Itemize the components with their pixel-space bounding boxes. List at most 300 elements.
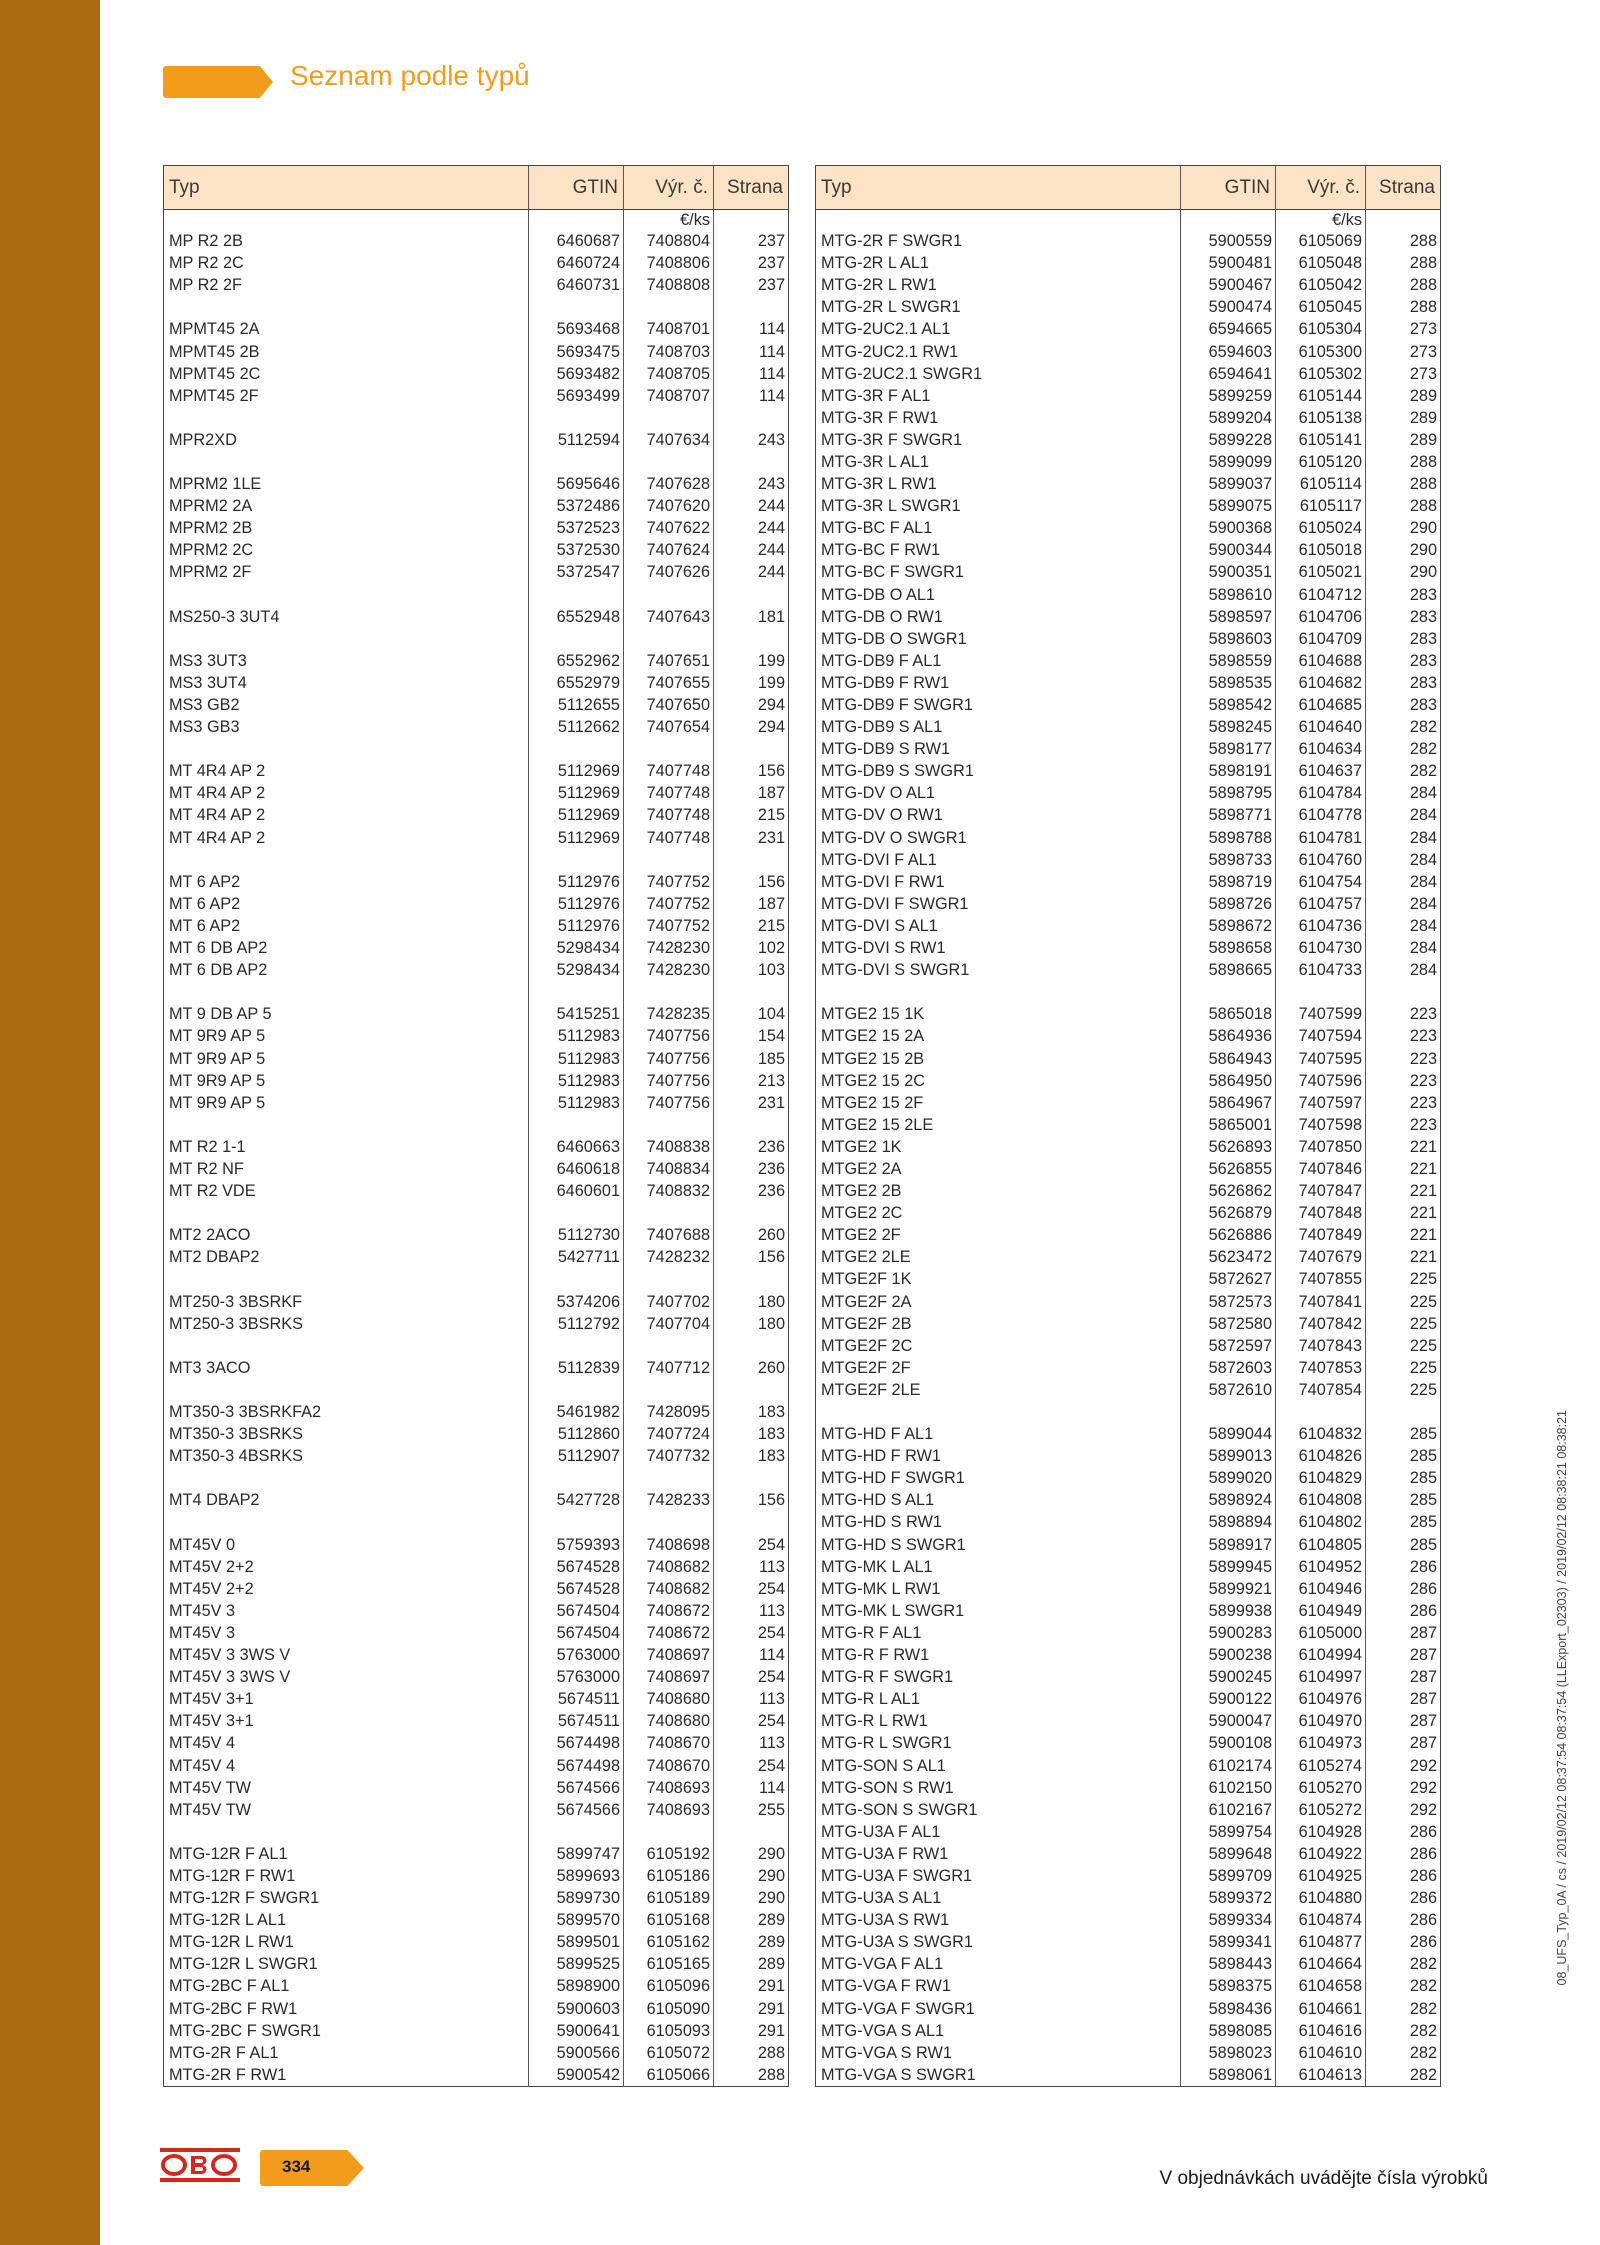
cell-typ: MTG-DB9 S SWGR1 <box>821 762 974 781</box>
cell-vyr: 6104616 <box>1276 2020 1366 2042</box>
cell-typ: MP R2 2C <box>169 254 244 273</box>
table-row <box>164 495 789 517</box>
cell-gtin: 5112792 <box>529 1313 624 1335</box>
cell-typ: MTG-DB9 F SWGR1 <box>821 696 973 715</box>
cell-gtin: 5112983 <box>529 1025 624 1047</box>
cell-vyr: 6104952 <box>1276 1556 1366 1578</box>
table-row <box>816 1622 1441 1644</box>
table-row <box>816 1732 1441 1754</box>
spacer-row <box>816 1401 1441 1423</box>
table-row <box>164 1003 789 1025</box>
cell-typ: MTG-DVI F RW1 <box>821 872 945 891</box>
table-row <box>164 1025 789 1047</box>
cell-strana: 273 <box>1366 318 1441 340</box>
table-row <box>816 2020 1441 2042</box>
cell-gtin: 5898726 <box>1181 893 1276 915</box>
cell-strana <box>714 981 789 1003</box>
cell-typ: MTGE2 2B <box>821 1182 902 1201</box>
cell-vyr: 6105168 <box>624 1909 714 1931</box>
spacer-row <box>164 1511 789 1533</box>
cell-strana: 199 <box>714 650 789 672</box>
cell-typ: MT45V 3+1 <box>169 1712 254 1731</box>
cell-strana: 215 <box>714 804 789 826</box>
spacer-row <box>164 1467 789 1489</box>
spacer-row <box>164 738 789 760</box>
cell-gtin: 5372523 <box>529 517 624 539</box>
cell-vyr: 7408806 <box>624 252 714 274</box>
cell-gtin: 5899730 <box>529 1887 624 1909</box>
table-row <box>164 1710 789 1732</box>
table-row <box>164 1092 789 1114</box>
spacer-row <box>164 451 789 473</box>
cell-strana: 244 <box>714 495 789 517</box>
cell-gtin: 5864936 <box>1181 1025 1276 1047</box>
cell-typ: MTG-U3A F SWGR1 <box>821 1866 973 1885</box>
cell-vyr: 6105270 <box>1276 1777 1366 1799</box>
table-row <box>164 1688 789 1710</box>
table-row <box>164 1975 789 1997</box>
cell-vyr: 6105069 <box>1276 230 1366 252</box>
cell-typ <box>164 451 529 473</box>
cell-gtin: 5898665 <box>1181 959 1276 981</box>
cell-gtin: 5112983 <box>529 1070 624 1092</box>
cell-gtin: 5674528 <box>529 1578 624 1600</box>
cell-strana: 221 <box>1366 1158 1441 1180</box>
table-row <box>164 827 789 849</box>
cell-gtin: 5626886 <box>1181 1224 1276 1246</box>
cell-vyr: 6104658 <box>1276 1975 1366 1997</box>
cell-strana: 236 <box>714 1180 789 1202</box>
cell-gtin: 5900559 <box>1181 230 1276 252</box>
cell-gtin <box>529 628 624 650</box>
cell-strana: 282 <box>1366 738 1441 760</box>
table-row <box>816 1754 1441 1776</box>
cell-gtin: 5427728 <box>529 1489 624 1511</box>
cell-typ <box>164 584 529 606</box>
table-row <box>164 1423 789 1445</box>
cell-gtin <box>529 1511 624 1533</box>
cell-typ <box>164 1335 529 1357</box>
cell-strana: 225 <box>1366 1268 1441 1290</box>
cell-vyr: 6104829 <box>1276 1467 1366 1489</box>
cell-strana: 283 <box>1366 650 1441 672</box>
cell-gtin: 6102167 <box>1181 1799 1276 1821</box>
spacer-row <box>164 1202 789 1224</box>
right-product-table <box>815 165 1441 2087</box>
cell-gtin <box>1181 981 1276 1003</box>
cell-gtin: 5623472 <box>1181 1246 1276 1268</box>
table-row <box>816 296 1441 318</box>
table-row <box>164 252 789 274</box>
cell-typ: MTG-DB9 S RW1 <box>821 740 951 759</box>
cell-gtin: 5900344 <box>1181 539 1276 561</box>
cell-vyr: 7407855 <box>1276 1268 1366 1290</box>
cell-vyr: 6104808 <box>1276 1489 1366 1511</box>
cell-typ: MTG-VGA F RW1 <box>821 1977 951 1996</box>
cell-vyr: 6104664 <box>1276 1953 1366 1975</box>
cell-typ: MT 4R4 AP 2 <box>169 828 266 847</box>
table-row <box>164 1754 789 1776</box>
cell-typ: MTGE2F 2A <box>821 1292 912 1311</box>
cell-strana: 286 <box>1366 1931 1441 1953</box>
cell-gtin: 5693468 <box>529 318 624 340</box>
cell-typ: MPMT45 2A <box>169 320 260 339</box>
cell-typ <box>164 981 529 1003</box>
cell-strana: 237 <box>714 252 789 274</box>
cell-typ: MTG-VGA F AL1 <box>821 1955 944 1974</box>
cell-strana: 286 <box>1366 1600 1441 1622</box>
cell-vyr: 7407752 <box>624 893 714 915</box>
cell-strana: 287 <box>1366 1688 1441 1710</box>
cell-vyr: 6105096 <box>624 1975 714 1997</box>
cell-vyr: 6104754 <box>1276 871 1366 893</box>
cell-vyr: 6105141 <box>1276 429 1366 451</box>
cell-typ: MTG-R L AL1 <box>821 1690 920 1709</box>
cell-strana: 243 <box>714 429 789 451</box>
cell-typ <box>164 296 529 318</box>
table-row <box>816 274 1441 296</box>
cell-typ: MTGE2 15 1K <box>821 1005 925 1024</box>
cell-vyr: 6104973 <box>1276 1732 1366 1754</box>
cell-vyr: 6105045 <box>1276 296 1366 318</box>
cell-typ: MTG-R F RW1 <box>821 1646 930 1665</box>
cell-strana: 289 <box>1366 385 1441 407</box>
cell-strana: 244 <box>714 539 789 561</box>
table-row <box>816 1423 1441 1445</box>
cell-vyr: 7408698 <box>624 1534 714 1556</box>
cell-vyr <box>1276 1401 1366 1423</box>
cell-gtin: 5900122 <box>1181 1688 1276 1710</box>
cell-gtin: 6594665 <box>1181 318 1276 340</box>
cell-vyr: 6105300 <box>1276 340 1366 362</box>
cell-vyr: 7408832 <box>624 1180 714 1202</box>
table-row <box>164 1291 789 1313</box>
cell-strana: 156 <box>714 1489 789 1511</box>
cell-vyr: 7407850 <box>1276 1136 1366 1158</box>
cell-vyr: 7407854 <box>1276 1379 1366 1401</box>
table-row <box>816 2064 1441 2087</box>
cell-typ: MPMT45 2B <box>169 342 260 361</box>
cell-typ: MTG-2BC F RW1 <box>169 1999 298 2018</box>
cell-vyr: 6105274 <box>1276 1754 1366 1776</box>
cell-vyr: 6105144 <box>1276 385 1366 407</box>
cell-strana <box>1366 981 1441 1003</box>
cell-typ: MTG-12R L SWGR1 <box>169 1955 318 1974</box>
cell-gtin: 5899259 <box>1181 385 1276 407</box>
cell-strana: 221 <box>1366 1136 1441 1158</box>
cell-gtin: 5899099 <box>1181 451 1276 473</box>
cell-typ <box>164 628 529 650</box>
table-row <box>164 1909 789 1931</box>
cell-strana: 221 <box>1366 1180 1441 1202</box>
cell-typ: MTG-R L RW1 <box>821 1712 928 1731</box>
cell-strana: 113 <box>714 1732 789 1754</box>
cell-strana <box>714 849 789 871</box>
header-tab-marker <box>163 66 273 98</box>
table-row <box>164 2042 789 2064</box>
cell-strana: 289 <box>1366 407 1441 429</box>
cell-strana: 185 <box>714 1047 789 1069</box>
cell-gtin: 5872627 <box>1181 1268 1276 1290</box>
cell-vyr: 7407748 <box>624 804 714 826</box>
cell-typ: MT45V 2+2 <box>169 1579 254 1598</box>
cell-gtin: 5112976 <box>529 871 624 893</box>
cell-gtin: 5372547 <box>529 561 624 583</box>
cell-typ <box>164 1379 529 1401</box>
cell-typ: MTG-R L SWGR1 <box>821 1734 952 1753</box>
cell-gtin: 5112907 <box>529 1445 624 1467</box>
cell-strana: 231 <box>714 1092 789 1114</box>
cell-typ: MT 9R9 AP 5 <box>169 1027 266 1046</box>
cell-strana: 156 <box>714 760 789 782</box>
cell-strana: 286 <box>1366 1865 1441 1887</box>
cell-strana: 285 <box>1366 1489 1441 1511</box>
cell-vyr: 7407756 <box>624 1047 714 1069</box>
cell-gtin: 5899693 <box>529 1865 624 1887</box>
cell-strana <box>714 1821 789 1843</box>
cell-typ: MTG-VGA F SWGR1 <box>821 1999 975 2018</box>
table-row <box>164 1998 789 2020</box>
cell-vyr: 6104610 <box>1276 2042 1366 2064</box>
cell-vyr: 7407849 <box>1276 1224 1366 1246</box>
cell-strana: 294 <box>714 694 789 716</box>
cell-strana: 114 <box>714 1777 789 1799</box>
cell-gtin: 5898672 <box>1181 915 1276 937</box>
cell-typ: MT 9 DB AP 5 <box>169 1005 272 1024</box>
table-row <box>816 1931 1441 1953</box>
cell-gtin: 5112976 <box>529 893 624 915</box>
table-row <box>816 473 1441 495</box>
cell-vyr: 6104706 <box>1276 606 1366 628</box>
cell-strana: 113 <box>714 1556 789 1578</box>
cell-vyr: 6105117 <box>1276 495 1366 517</box>
cell-gtin: 5693499 <box>529 385 624 407</box>
cell-strana: 288 <box>1366 495 1441 517</box>
cell-typ: MTG-2UC2.1 RW1 <box>821 342 959 361</box>
cell-vyr: 6105120 <box>1276 451 1366 473</box>
table-row <box>164 782 789 804</box>
cell-typ: MTG-MK L SWGR1 <box>821 1601 965 1620</box>
cell-typ: MTGE2 2A <box>821 1159 902 1178</box>
cell-strana: 284 <box>1366 871 1441 893</box>
cell-strana: 283 <box>1366 606 1441 628</box>
table-row <box>164 915 789 937</box>
table-row <box>164 1158 789 1180</box>
cell-typ <box>816 1401 1181 1423</box>
cell-typ: MTG-MK L AL1 <box>821 1557 933 1576</box>
page-number: 334 <box>282 2157 311 2176</box>
cell-gtin: 5626893 <box>1181 1136 1276 1158</box>
cell-gtin: 5865001 <box>1181 1114 1276 1136</box>
cell-strana: 154 <box>714 1025 789 1047</box>
cell-typ: MTG-U3A F AL1 <box>821 1822 941 1841</box>
cell-typ: MT350-3 3BSRKFA2 <box>169 1403 322 1422</box>
cell-vyr: 7408682 <box>624 1578 714 1600</box>
cell-vyr: 7408707 <box>624 385 714 407</box>
cell-vyr: 6104685 <box>1276 694 1366 716</box>
cell-vyr: 7407651 <box>624 650 714 672</box>
cell-gtin: 5898443 <box>1181 1953 1276 1975</box>
cell-gtin: 5674511 <box>529 1688 624 1710</box>
table-row <box>816 650 1441 672</box>
table-row <box>164 893 789 915</box>
cell-vyr: 7407712 <box>624 1357 714 1379</box>
table-row <box>816 340 1441 362</box>
cell-strana: 223 <box>1366 1070 1441 1092</box>
col-header-typ: Typ <box>816 166 1181 210</box>
cell-vyr: 7407628 <box>624 473 714 495</box>
cell-vyr: 7407843 <box>1276 1335 1366 1357</box>
cell-typ: MTG-2UC2.1 AL1 <box>821 320 951 339</box>
table-row <box>164 274 789 296</box>
cell-typ: MT 6 DB AP2 <box>169 939 268 958</box>
spacer-row <box>816 981 1441 1003</box>
cell-strana: 244 <box>714 561 789 583</box>
cell-strana: 237 <box>714 230 789 252</box>
cell-gtin <box>529 738 624 760</box>
cell-vyr: 7408697 <box>624 1666 714 1688</box>
cell-typ: MTG-SON S RW1 <box>821 1778 954 1797</box>
cell-gtin: 5693482 <box>529 363 624 385</box>
cell-vyr: 6105186 <box>624 1865 714 1887</box>
cell-vyr: 7407594 <box>1276 1025 1366 1047</box>
cell-gtin: 6552962 <box>529 650 624 672</box>
cell-vyr: 7407643 <box>624 606 714 628</box>
cell-typ: MTG-BC F SWGR1 <box>821 563 964 582</box>
table-row <box>816 1114 1441 1136</box>
table-row <box>164 1136 789 1158</box>
table-row <box>164 1666 789 1688</box>
side-color-bar <box>0 0 100 2245</box>
cell-vyr: 6104709 <box>1276 628 1366 650</box>
cell-strana <box>714 628 789 650</box>
spacer-row <box>164 1335 789 1357</box>
table-header-row <box>816 166 1441 210</box>
cell-strana: 285 <box>1366 1467 1441 1489</box>
cell-strana: 289 <box>1366 429 1441 451</box>
cell-strana: 254 <box>714 1666 789 1688</box>
table-row <box>816 1158 1441 1180</box>
cell-vyr: 7407748 <box>624 760 714 782</box>
cell-gtin <box>529 296 624 318</box>
cell-gtin: 5899921 <box>1181 1578 1276 1600</box>
cell-typ: MPMT45 2F <box>169 386 259 405</box>
cell-strana: 290 <box>714 1887 789 1909</box>
table-row <box>816 1136 1441 1158</box>
cell-typ: MTG-HD F AL1 <box>821 1425 934 1444</box>
table-row <box>816 1556 1441 1578</box>
table-row <box>816 2042 1441 2064</box>
table-row <box>816 959 1441 981</box>
cell-vyr: 6104778 <box>1276 804 1366 826</box>
cell-typ: MTG-DB9 F RW1 <box>821 673 950 692</box>
cell-strana: 225 <box>1366 1335 1441 1357</box>
table-row <box>164 1931 789 1953</box>
cell-gtin: 5865018 <box>1181 1003 1276 1025</box>
cell-vyr: 6104760 <box>1276 849 1366 871</box>
cell-vyr <box>624 849 714 871</box>
table-row <box>816 561 1441 583</box>
table-row <box>164 804 789 826</box>
table-row <box>816 429 1441 451</box>
cell-gtin <box>529 1335 624 1357</box>
cell-strana: 236 <box>714 1136 789 1158</box>
cell-vyr: 6104634 <box>1276 738 1366 760</box>
cell-typ: MTG-2R L AL1 <box>821 254 929 273</box>
cell-typ: MPRM2 2A <box>169 497 253 516</box>
cell-strana <box>714 1202 789 1224</box>
table-row <box>164 1489 789 1511</box>
cell-strana: 286 <box>1366 1556 1441 1578</box>
cell-typ: MTG-12R F AL1 <box>169 1844 288 1863</box>
cell-gtin: 5898924 <box>1181 1489 1276 1511</box>
cell-typ <box>164 849 529 871</box>
spacer-row <box>164 1821 789 1843</box>
cell-typ: MT2 2ACO <box>169 1226 251 1245</box>
cell-gtin: 6552979 <box>529 672 624 694</box>
cell-gtin: 5674528 <box>529 1556 624 1578</box>
cell-gtin: 5872580 <box>1181 1313 1276 1335</box>
cell-typ: MPRM2 1LE <box>169 475 262 494</box>
cell-strana: 285 <box>1366 1534 1441 1556</box>
cell-gtin: 5898917 <box>1181 1534 1276 1556</box>
cell-typ: MT45V 0 <box>169 1535 236 1554</box>
cell-gtin: 5112983 <box>529 1092 624 1114</box>
cell-strana: 244 <box>714 517 789 539</box>
table-row <box>816 318 1441 340</box>
cell-strana: 292 <box>1366 1777 1441 1799</box>
cell-gtin: 5898559 <box>1181 650 1276 672</box>
table-row <box>164 2020 789 2042</box>
cell-strana: 102 <box>714 937 789 959</box>
cell-gtin: 6460731 <box>529 274 624 296</box>
cell-typ <box>816 981 1181 1003</box>
cell-gtin: 6460724 <box>529 252 624 274</box>
table-row <box>164 363 789 385</box>
cell-vyr: 7407752 <box>624 915 714 937</box>
cell-vyr: 6105021 <box>1276 561 1366 583</box>
table-row <box>816 1511 1441 1533</box>
unit-label: €/ks <box>1276 210 1366 231</box>
cell-strana <box>714 1467 789 1489</box>
cell-vyr <box>624 1379 714 1401</box>
cell-vyr: 7428232 <box>624 1246 714 1268</box>
cell-typ: MTG-U3A S RW1 <box>821 1911 950 1930</box>
cell-strana: 288 <box>714 2042 789 2064</box>
cell-gtin: 5899341 <box>1181 1931 1276 1953</box>
table-row <box>164 650 789 672</box>
cell-typ: MTGE2F 2LE <box>821 1380 921 1399</box>
cell-strana: 286 <box>1366 1821 1441 1843</box>
cell-typ: MTGE2 15 2F <box>821 1093 924 1112</box>
cell-typ: MTG-VGA S AL1 <box>821 2021 945 2040</box>
cell-gtin: 5898658 <box>1181 937 1276 959</box>
cell-typ: MTG-DVI S SWGR1 <box>821 961 970 980</box>
cell-typ: MTG-3R F RW1 <box>821 408 939 427</box>
cell-vyr: 7408705 <box>624 363 714 385</box>
cell-vyr: 7407598 <box>1276 1114 1366 1136</box>
cell-strana: 282 <box>1366 2042 1441 2064</box>
cell-gtin: 5864943 <box>1181 1047 1276 1069</box>
cell-typ: MTG-2R F AL1 <box>169 2043 279 2062</box>
table-row <box>816 1799 1441 1821</box>
cell-typ: MT45V 4 <box>169 1734 236 1753</box>
cell-strana: 282 <box>1366 2064 1441 2087</box>
cell-vyr: 6104712 <box>1276 584 1366 606</box>
cell-typ: MT 4R4 AP 2 <box>169 806 266 825</box>
table-row <box>164 1777 789 1799</box>
cell-vyr: 6105048 <box>1276 252 1366 274</box>
